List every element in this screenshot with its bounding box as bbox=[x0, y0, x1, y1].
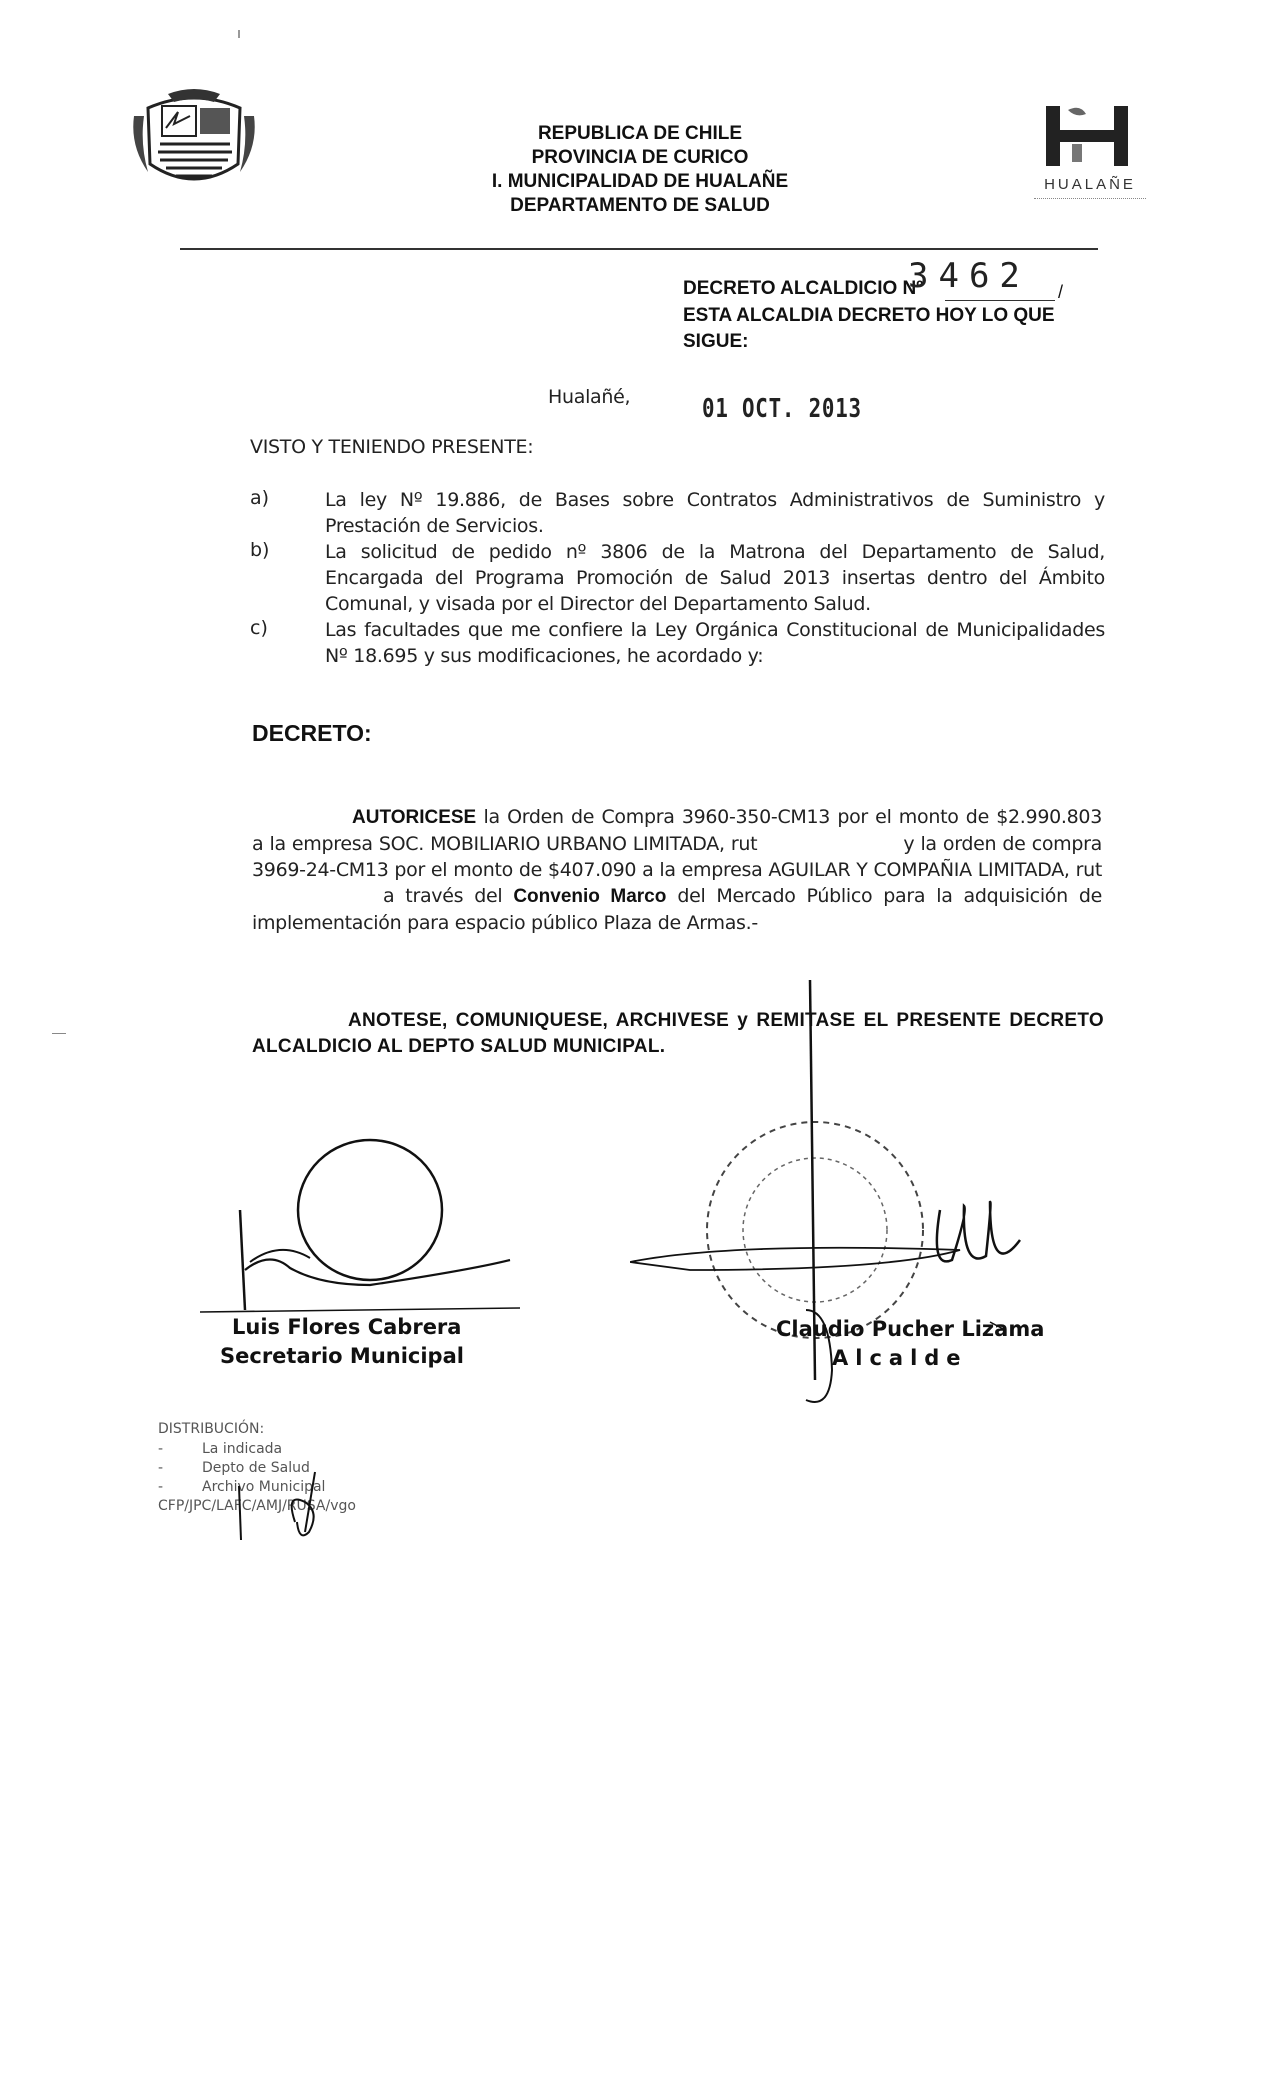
decreto-heading: DECRETO: bbox=[252, 720, 372, 746]
decree-line-3: SIGUE: bbox=[683, 331, 749, 352]
secretary-signature bbox=[190, 1090, 550, 1330]
secretary-name: Luis Flores Cabrera bbox=[232, 1315, 462, 1339]
hualane-logo-icon bbox=[1036, 104, 1146, 168]
distribution-item: - Archivo Municipal bbox=[158, 1479, 326, 1495]
municipal-crest-icon bbox=[128, 86, 260, 196]
logo-tagline-rule bbox=[1034, 198, 1146, 203]
header-line-2: PROVINCIA DE CURICO bbox=[531, 147, 749, 168]
visto-heading: VISTO Y TENIENDO PRESENTE: bbox=[250, 436, 534, 458]
list-item-c: Las facultades que me confiere la Ley Orgánica Constitucional de Municipalidades Nº 18.695 y sus modificaciones, he acordado y: bbox=[325, 619, 1105, 667]
distribution-heading: DISTRIBUCIÓN: bbox=[158, 1421, 265, 1437]
margin-mark bbox=[238, 30, 240, 38]
decree-line-2: ESTA ALCALDIA DECRETO HOY LO QUE bbox=[683, 305, 1055, 326]
autoricese-paragraph bbox=[252, 804, 1102, 936]
closing-statement: ANOTESE, COMUNIQUESE, ARCHIVESE y REMITASE EL PRESENTE DECRETO ALCALDICIO AL DEPTO SALUD MUNICIPAL. bbox=[252, 1010, 1104, 1057]
distribution-item: - Depto de Salud bbox=[158, 1460, 310, 1476]
list-marker-c: c) bbox=[250, 617, 268, 639]
header-divider bbox=[180, 248, 1098, 250]
header-block bbox=[400, 122, 880, 218]
decree-number: 3462 bbox=[908, 256, 1030, 296]
date-stamp: 01 OCT. 2013 bbox=[702, 394, 862, 424]
convenio-marco-text: Convenio Marco bbox=[513, 886, 667, 907]
autoricese-part-4: del Mercado Público para la adquisición de implementación para espacio público Plaza de Armas.- bbox=[252, 885, 1102, 934]
decree-number-slash: / bbox=[1058, 282, 1064, 302]
place-label: Hualañé, bbox=[548, 386, 631, 408]
list-marker-a: a) bbox=[250, 487, 270, 509]
autoricese-part-3: a través del bbox=[372, 885, 514, 907]
list-marker-b: b) bbox=[250, 539, 270, 561]
mayor-title: Alcalde bbox=[832, 1346, 968, 1370]
decree-number-underline bbox=[945, 300, 1055, 301]
autoricese-keyword: AUTORICESE bbox=[352, 807, 477, 828]
logo-caption: HUALAÑE bbox=[1044, 176, 1136, 193]
initials-signature bbox=[225, 1462, 445, 1542]
header-line-4: DEPARTAMENTO DE SALUD bbox=[510, 195, 770, 216]
autoricese-part-1: la Orden de Compra 3960-350-CM13 por el monto de $2.990.803 a la empresa SOC. MOBILIARIO URBANO LIMITADA, rut bbox=[252, 806, 1102, 855]
secretary-title: Secretario Municipal bbox=[220, 1344, 464, 1368]
header-line-3: I. MUNICIPALIDAD DE HUALAÑE bbox=[491, 171, 789, 192]
list-item-b: La solicitud de pedido nº 3806 de la Matrona del Departamento de Salud, Encargada del Programa Promoción de Salud 2013 insertas dentro del Ámbito Comunal, y visada por el Director del Departamento Salud. bbox=[325, 541, 1105, 615]
margin-mark bbox=[52, 1033, 66, 1034]
distribution-initials: CFP/JPC/LAFC/AMJ/RUSA/vgo bbox=[158, 1498, 356, 1514]
list-item-a: La ley Nº 19.886, de Bases sobre Contratos Administrativos de Suministro y Prestación de Servicios. bbox=[325, 489, 1105, 537]
header-line-1: REPUBLICA DE CHILE bbox=[537, 123, 743, 144]
distribution-item: - La indicada bbox=[158, 1441, 283, 1457]
decree-label: DECRETO ALCALDICIO Nº bbox=[683, 278, 924, 299]
mayor-name: Claudio Pucher Lizama bbox=[776, 1317, 1045, 1341]
autoricese-part-2: y la orden de compra 3969-24-CM13 por el monto de $407.090 a la empresa AGUILAR Y COMPAÑIA LIMITADA, rut bbox=[252, 833, 1102, 881]
